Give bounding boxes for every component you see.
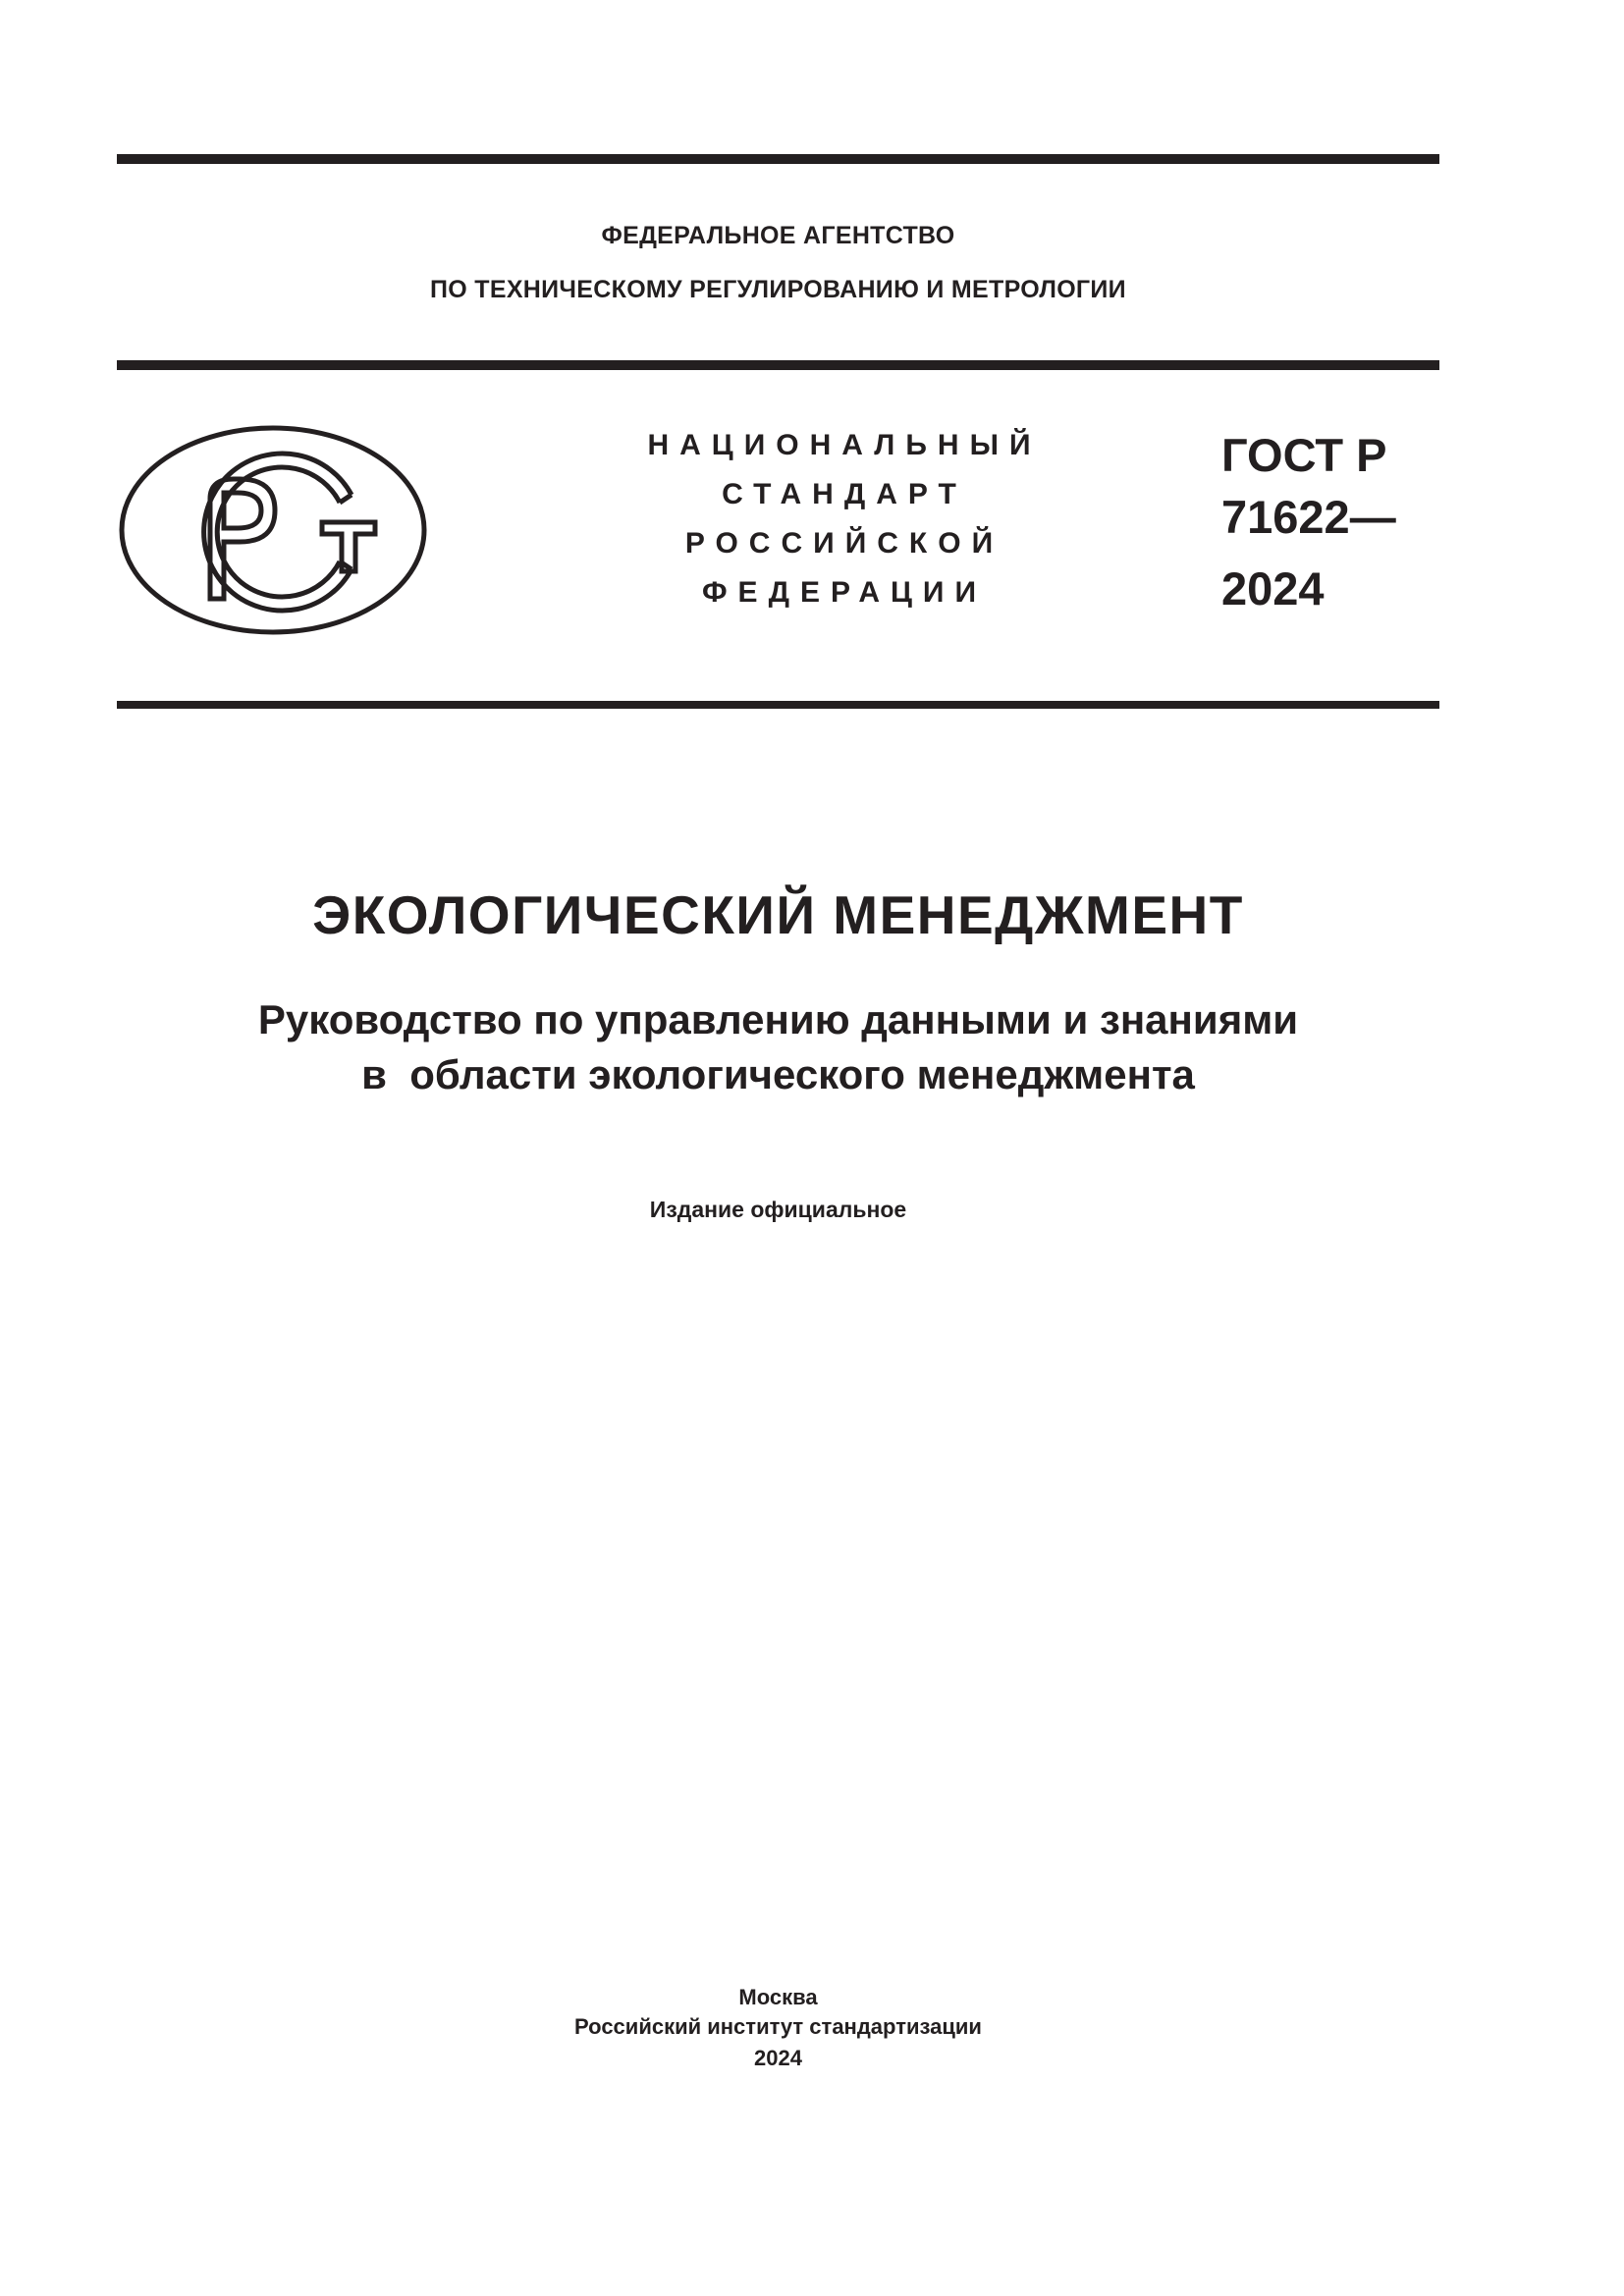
agency-name-line-1: ФЕДЕРАЛЬНОЕ АГЕНТСТВО bbox=[601, 222, 955, 249]
national-standard-line-2: СТАНДАРТ bbox=[722, 478, 967, 510]
national-standard-line-4: ФЕДЕРАЦИИ bbox=[701, 576, 988, 609]
imprint-year: 2024 bbox=[754, 2046, 802, 2070]
header-bottom-rule bbox=[117, 701, 1439, 709]
national-standard-line-3: РОССИЙСКОЙ bbox=[684, 527, 1004, 560]
standard-designation-prefix: ГОСТ Р bbox=[1221, 429, 1387, 481]
rst-emblem-icon bbox=[118, 424, 428, 636]
national-standard-line-1: НАЦИОНАЛЬНЫЙ bbox=[647, 429, 1042, 461]
top-rule bbox=[117, 154, 1439, 164]
standard-designation-year: 2024 bbox=[1221, 562, 1325, 614]
header-rule bbox=[117, 360, 1439, 370]
edition-note: Издание официальное bbox=[649, 1197, 907, 1222]
document-subtitle-line-1: Руководство по управлению данными и знаниями bbox=[257, 996, 1299, 1042]
imprint-publisher: Российский институт стандартизации bbox=[574, 2014, 982, 2039]
document-title: ЭКОЛОГИЧЕСКИЙ МЕНЕДЖМЕНТ bbox=[312, 884, 1244, 945]
document-subtitle-line-2: в области экологического менеджмента bbox=[361, 1051, 1195, 1097]
agency-name-line-2: ПО ТЕХНИЧЕСКОМУ РЕГУЛИРОВАНИЮ И МЕТРОЛОГИИ bbox=[430, 276, 1126, 303]
imprint-city: Москва bbox=[738, 1985, 818, 2009]
standard-designation-number: 71622— bbox=[1221, 491, 1396, 543]
